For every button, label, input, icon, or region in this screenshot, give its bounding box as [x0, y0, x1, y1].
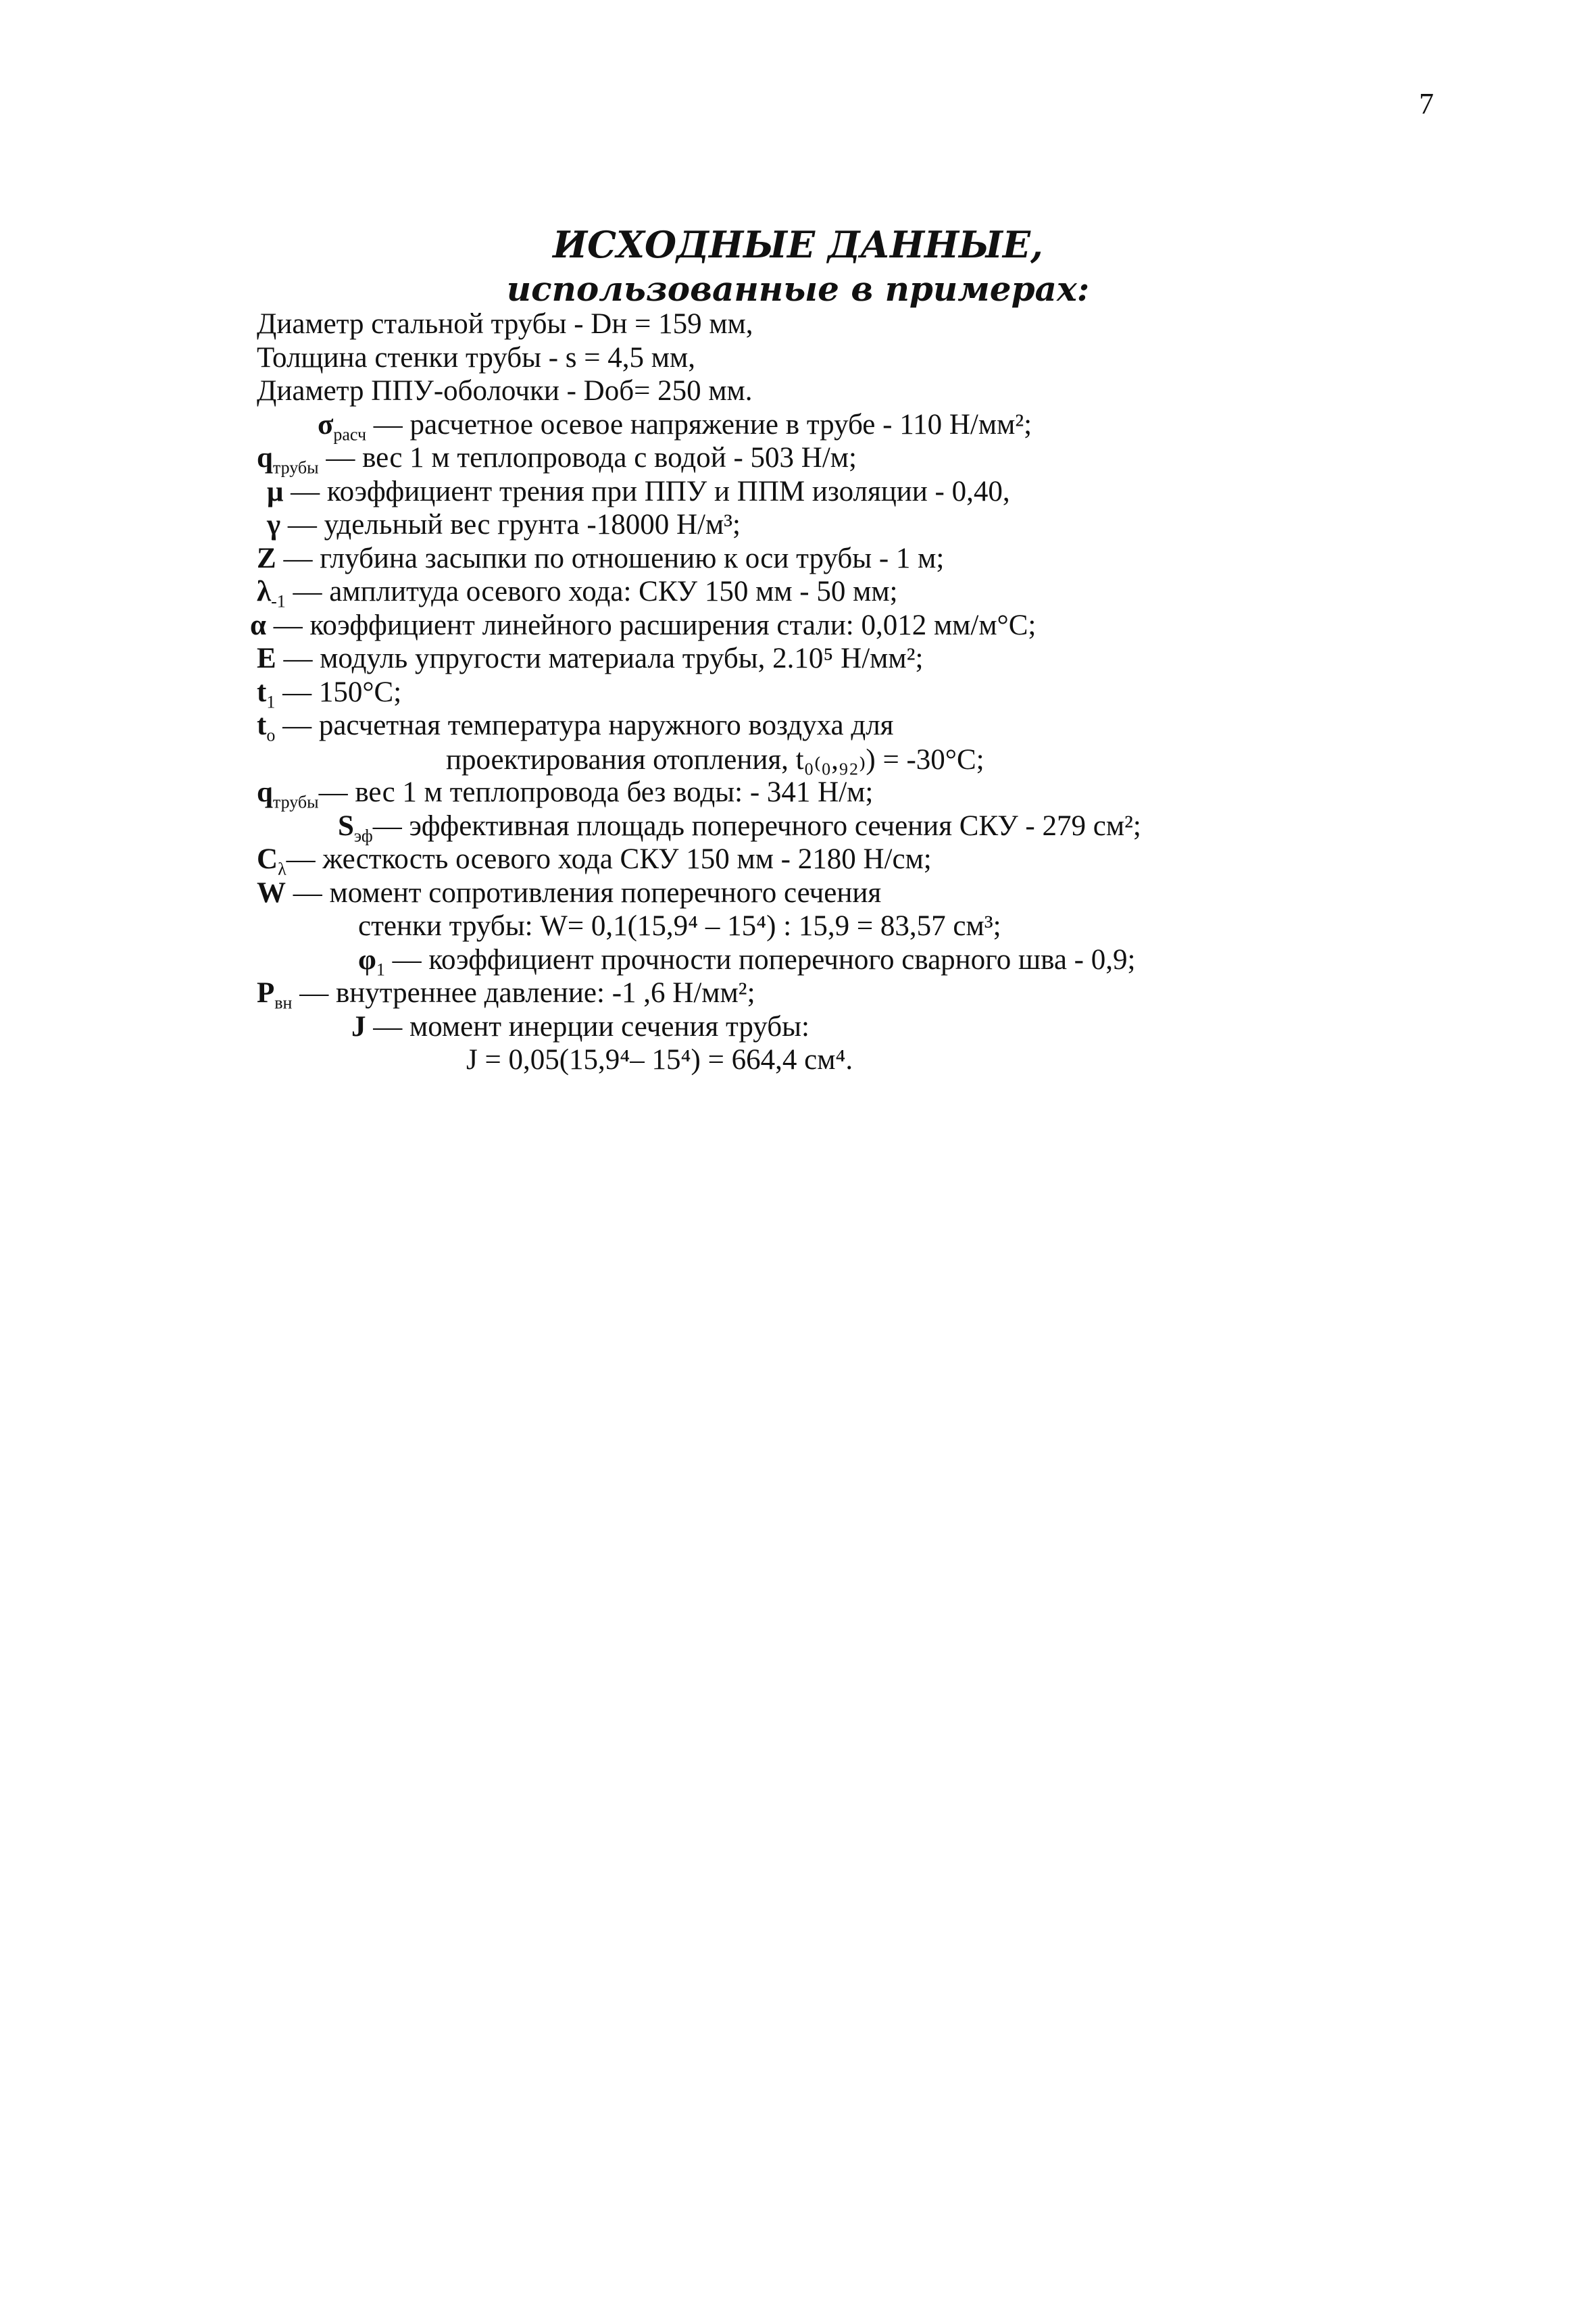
- parameter-subscript: λ: [278, 859, 286, 879]
- parameter-text: — расчетное осевое напряжение в трубе - 110 Н/мм²;: [366, 408, 1032, 441]
- parameter-line: [257, 876, 881, 910]
- parameter-line: [466, 1043, 853, 1076]
- parameter-text: Толщина стенки трубы - s = 4,5 мм,: [257, 341, 695, 374]
- parameter-subscript: эф: [353, 826, 373, 846]
- parameter-text: — коэффициент линейного расширения стали: 0,012 мм/м°С;: [266, 609, 1037, 641]
- parameter-text: — внутреннее давление: -1 ,6 Н/мм²;: [292, 977, 755, 1009]
- parameter-symbol: λ: [257, 576, 272, 607]
- parameter-line: [257, 709, 893, 746]
- parameter-line: [257, 642, 923, 675]
- parameter-line: [318, 408, 1032, 445]
- parameter-text: — эффективная площадь поперечного сечения СКУ - 279 см²;: [372, 810, 1141, 842]
- parameter-subscript: 1: [376, 960, 385, 980]
- parameter-symbol: W: [257, 876, 286, 909]
- parameter-symbol: C: [257, 843, 278, 875]
- parameter-line: [257, 307, 753, 341]
- parameter-text: — глубина засыпки по отношению к оси трубы - 1 м;: [276, 542, 945, 574]
- parameter-text: — момент инерции сечения трубы:: [366, 1010, 809, 1043]
- page-number: 7: [1419, 87, 1434, 120]
- parameter-subscript: трубы: [272, 457, 319, 478]
- parameter-line: [267, 508, 741, 541]
- parameter-subscript: трубы: [272, 792, 319, 812]
- parameter-symbol: S: [338, 810, 354, 842]
- parameter-symbol: γ: [267, 509, 281, 541]
- parameter-text: Диаметр ППУ-оболочки - Dоб= 250 мм.: [257, 375, 753, 407]
- parameter-subscript: вн: [274, 993, 293, 1013]
- parameter-text: — амплитуда осевого хода: СКУ 150 мм - 50 мм;: [285, 576, 898, 607]
- document-title: ИСХОДНЫЕ ДАННЫЕ,: [553, 223, 1043, 266]
- parameter-symbol: Z: [257, 542, 276, 574]
- parameter-line: [257, 776, 873, 813]
- parameter-text: проектирования отопления, t₀₍₀,₉₂₎) = -30°С;: [446, 743, 984, 776]
- parameter-line: [358, 910, 1001, 943]
- parameter-line: [358, 943, 1135, 980]
- parameter-line: [257, 374, 753, 407]
- parameter-symbol: E: [257, 643, 276, 674]
- parameter-text: — модуль упругости материала трубы, 2.10⁵ Н/мм²;: [276, 643, 924, 674]
- parameter-line: [250, 609, 1036, 642]
- parameter-line: [257, 542, 944, 575]
- parameter-subscript: o: [266, 725, 276, 745]
- parameter-subscript: расч: [333, 424, 367, 445]
- parameter-text: — 150°С;: [275, 676, 402, 708]
- parameter-symbol: t: [257, 676, 267, 708]
- parameter-line: [257, 976, 755, 1014]
- parameter-subscript: 1: [266, 692, 276, 712]
- parameter-symbol: J: [351, 1010, 366, 1043]
- parameter-line: [446, 743, 984, 776]
- parameter-text: — вес 1 м теплопровода с водой - 503 Н/м;: [318, 442, 857, 474]
- parameter-symbol: α: [250, 609, 266, 641]
- parameter-line: [351, 1010, 809, 1043]
- parameter-subscript: -1: [271, 591, 286, 612]
- parameter-text: J = 0,05(15,9⁴– 15⁴) = 664,4 см⁴.: [466, 1044, 853, 1076]
- parameter-symbol: q: [257, 442, 273, 474]
- parameter-symbol: q: [257, 776, 273, 808]
- parameter-text: — момент сопротивления поперечного сечения: [286, 876, 882, 909]
- parameter-text: — коэффициент трения при ППУ и ППМ изоляции - 0,40,: [283, 475, 1010, 507]
- parameter-text: — коэффициент прочности поперечного сварного шва - 0,9;: [384, 943, 1136, 976]
- parameter-line: [257, 843, 932, 880]
- parameter-symbol: φ: [358, 943, 376, 976]
- document-subtitle: использованные в примерах:: [506, 269, 1090, 309]
- parameter-text: — жесткость осевого хода СКУ 150 мм - 2180 Н/см;: [286, 843, 932, 875]
- parameter-text: Диаметр стальной трубы - Dн = 159 мм,: [257, 308, 753, 340]
- parameter-symbol: P: [257, 977, 275, 1009]
- parameter-symbol: σ: [318, 408, 334, 441]
- parameter-text: — удельный вес грунта -18000 Н/м³;: [280, 509, 741, 541]
- parameter-line: [257, 441, 857, 478]
- parameter-text: стенки трубы: W= 0,1(15,9⁴ – 15⁴) : 15,9 = 83,57 см³;: [358, 910, 1001, 942]
- parameter-symbol: μ: [267, 475, 284, 507]
- parameter-text: — расчетная температура наружного воздуха для: [275, 710, 894, 741]
- parameter-line: [257, 341, 695, 374]
- parameter-symbol: t: [257, 710, 267, 741]
- parameter-line: [338, 810, 1141, 847]
- parameter-text: — вес 1 м теплопровода без воды: - 341 Н/м;: [318, 776, 874, 808]
- parameter-line: [257, 575, 897, 612]
- parameter-line: [267, 475, 1010, 508]
- parameter-line: [257, 676, 401, 713]
